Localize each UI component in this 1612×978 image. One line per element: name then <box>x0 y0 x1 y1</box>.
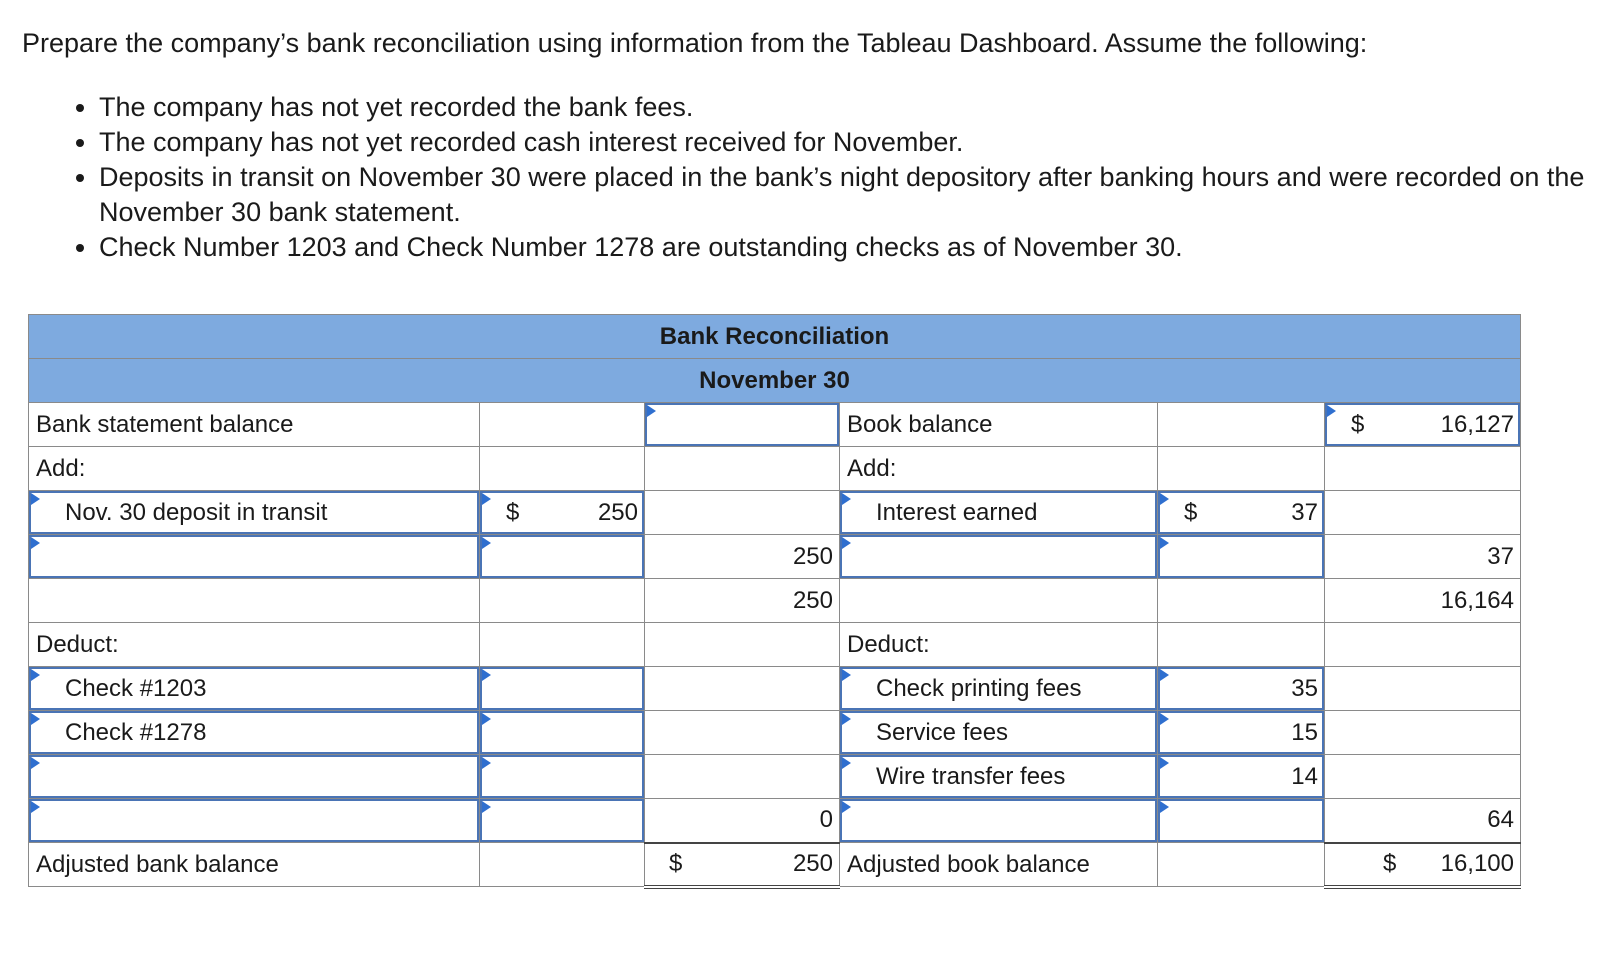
deposit-in-transit-amount: 250 <box>597 498 638 526</box>
wire-transfer-fees-amount-input[interactable]: 14 <box>1158 755 1325 799</box>
book-deduct-label: Deduct: <box>840 623 1158 667</box>
bank-deduct-blank2-label-input[interactable] <box>29 799 480 843</box>
bank-add-blank-label-input[interactable] <box>29 535 480 579</box>
bank-subtotal: 250 <box>645 579 840 623</box>
empty-cell <box>1325 447 1521 491</box>
check-1203-amount-input[interactable] <box>480 667 645 711</box>
bank-total-deductions: 0 <box>645 799 840 843</box>
book-deduct-blank-label-input[interactable] <box>840 799 1158 843</box>
table-row <box>29 535 1521 579</box>
adjusted-book-balance <box>1325 843 1521 887</box>
deposit-in-transit-label-input[interactable]: Nov. 30 deposit in transit <box>29 491 480 535</box>
empty-cell <box>645 491 840 535</box>
currency-symbol: $ <box>506 498 520 526</box>
service-fees-label-input[interactable]: Service fees <box>840 711 1158 755</box>
empty-cell <box>480 447 645 491</box>
empty-cell <box>1325 491 1521 535</box>
assumption-item: • Deposits in transit on November 30 were placed in the bank’s night depository after banking hours and were recorded on the November 30 bank statement. <box>99 160 1612 230</box>
interest-earned-amount-input[interactable] <box>1158 491 1325 535</box>
empty-cell <box>29 579 480 623</box>
table-row <box>29 755 1521 799</box>
book-add-label: Add: <box>840 447 1158 491</box>
book-add-blank-amount-input[interactable] <box>1158 535 1325 579</box>
check-1203-label-input[interactable]: Check #1203 <box>29 667 480 711</box>
empty-cell <box>840 579 1158 623</box>
table-title: Bank Reconciliation <box>29 315 1521 359</box>
book-add-blank-label-input[interactable] <box>840 535 1158 579</box>
check-1278-amount-input[interactable] <box>480 711 645 755</box>
empty-cell <box>1325 755 1521 799</box>
book-balance-input[interactable] <box>1325 403 1521 447</box>
table-date: November 30 <box>29 359 1521 403</box>
book-balance-label: Book balance <box>840 403 1158 447</box>
service-fees-amount-input[interactable]: 15 <box>1158 711 1325 755</box>
deposit-in-transit-amount-input[interactable] <box>480 491 645 535</box>
table-row <box>29 491 1521 535</box>
adjusted-bank-balance-label: Adjusted bank balance <box>29 843 480 887</box>
empty-cell <box>1325 711 1521 755</box>
assumption-item: • The company has not yet recorded cash interest received for November. <box>99 125 1612 160</box>
bank-statement-balance-label: Bank statement balance <box>29 403 480 447</box>
empty-cell <box>645 755 840 799</box>
empty-cell <box>645 667 840 711</box>
table-row <box>29 623 1521 667</box>
book-total-additions: 37 <box>1325 535 1521 579</box>
empty-cell <box>1158 843 1325 887</box>
bank-statement-balance-input[interactable] <box>645 403 840 447</box>
table-row <box>29 447 1521 491</box>
book-balance-value: 16,127 <box>1440 410 1514 438</box>
check-1278-label-input[interactable]: Check #1278 <box>29 711 480 755</box>
empty-cell <box>1325 623 1521 667</box>
currency-symbol: $ <box>1383 850 1397 877</box>
adjusted-bank-balance-value: 250 <box>792 850 833 877</box>
bank-reconciliation-table <box>28 314 1521 889</box>
table-row <box>29 711 1521 755</box>
empty-cell <box>645 711 840 755</box>
bank-total-additions: 250 <box>645 535 840 579</box>
instructions-intro: Prepare the company’s bank reconciliation using information from the Tableau Dashboard. Assume the following: <box>22 28 1368 58</box>
assumption-item: • The company has not yet recorded the bank fees. <box>99 90 1612 125</box>
empty-cell <box>1158 403 1325 447</box>
empty-cell <box>1158 623 1325 667</box>
interest-earned-amount: 37 <box>1291 498 1318 526</box>
adjusted-book-balance-label: Adjusted book balance <box>840 843 1158 887</box>
empty-cell <box>1325 667 1521 711</box>
bank-add-blank-amount-input[interactable] <box>480 535 645 579</box>
table-row <box>29 579 1521 623</box>
table-row <box>29 799 1521 843</box>
currency-symbol: $ <box>1184 498 1198 526</box>
bank-deduct-label: Deduct: <box>29 623 480 667</box>
empty-cell <box>1158 579 1325 623</box>
book-deduct-blank-amount-input[interactable] <box>1158 799 1325 843</box>
empty-cell <box>645 623 840 667</box>
adjusted-book-balance-value: 16,100 <box>1440 850 1514 877</box>
empty-cell <box>480 403 645 447</box>
empty-cell <box>480 843 645 887</box>
empty-cell <box>480 579 645 623</box>
table-row <box>29 843 1521 887</box>
adjusted-bank-balance <box>645 843 840 887</box>
assumption-item: • Check Number 1203 and Check Number 1278 are outstanding checks as of November 30. <box>99 230 1612 265</box>
empty-cell <box>480 623 645 667</box>
check-printing-fees-amount-input[interactable]: 35 <box>1158 667 1325 711</box>
book-total-deductions: 64 <box>1325 799 1521 843</box>
instructions <box>22 26 1612 265</box>
table-row <box>29 667 1521 711</box>
empty-cell <box>645 447 840 491</box>
check-printing-fees-label-input[interactable]: Check printing fees <box>840 667 1158 711</box>
assumptions-list <box>22 90 1612 265</box>
empty-cell <box>1158 447 1325 491</box>
interest-earned-label-input[interactable]: Interest earned <box>840 491 1158 535</box>
book-subtotal: 16,164 <box>1325 579 1521 623</box>
bank-add-label: Add: <box>29 447 480 491</box>
currency-symbol: $ <box>1351 410 1365 438</box>
table-row <box>29 403 1521 447</box>
bank-deduct-blank2-amount-input[interactable] <box>480 799 645 843</box>
wire-transfer-fees-label-input[interactable]: Wire transfer fees <box>840 755 1158 799</box>
bank-deduct-blank1-label-input[interactable] <box>29 755 480 799</box>
bank-deduct-blank1-amount-input[interactable] <box>480 755 645 799</box>
currency-symbol: $ <box>669 850 683 877</box>
